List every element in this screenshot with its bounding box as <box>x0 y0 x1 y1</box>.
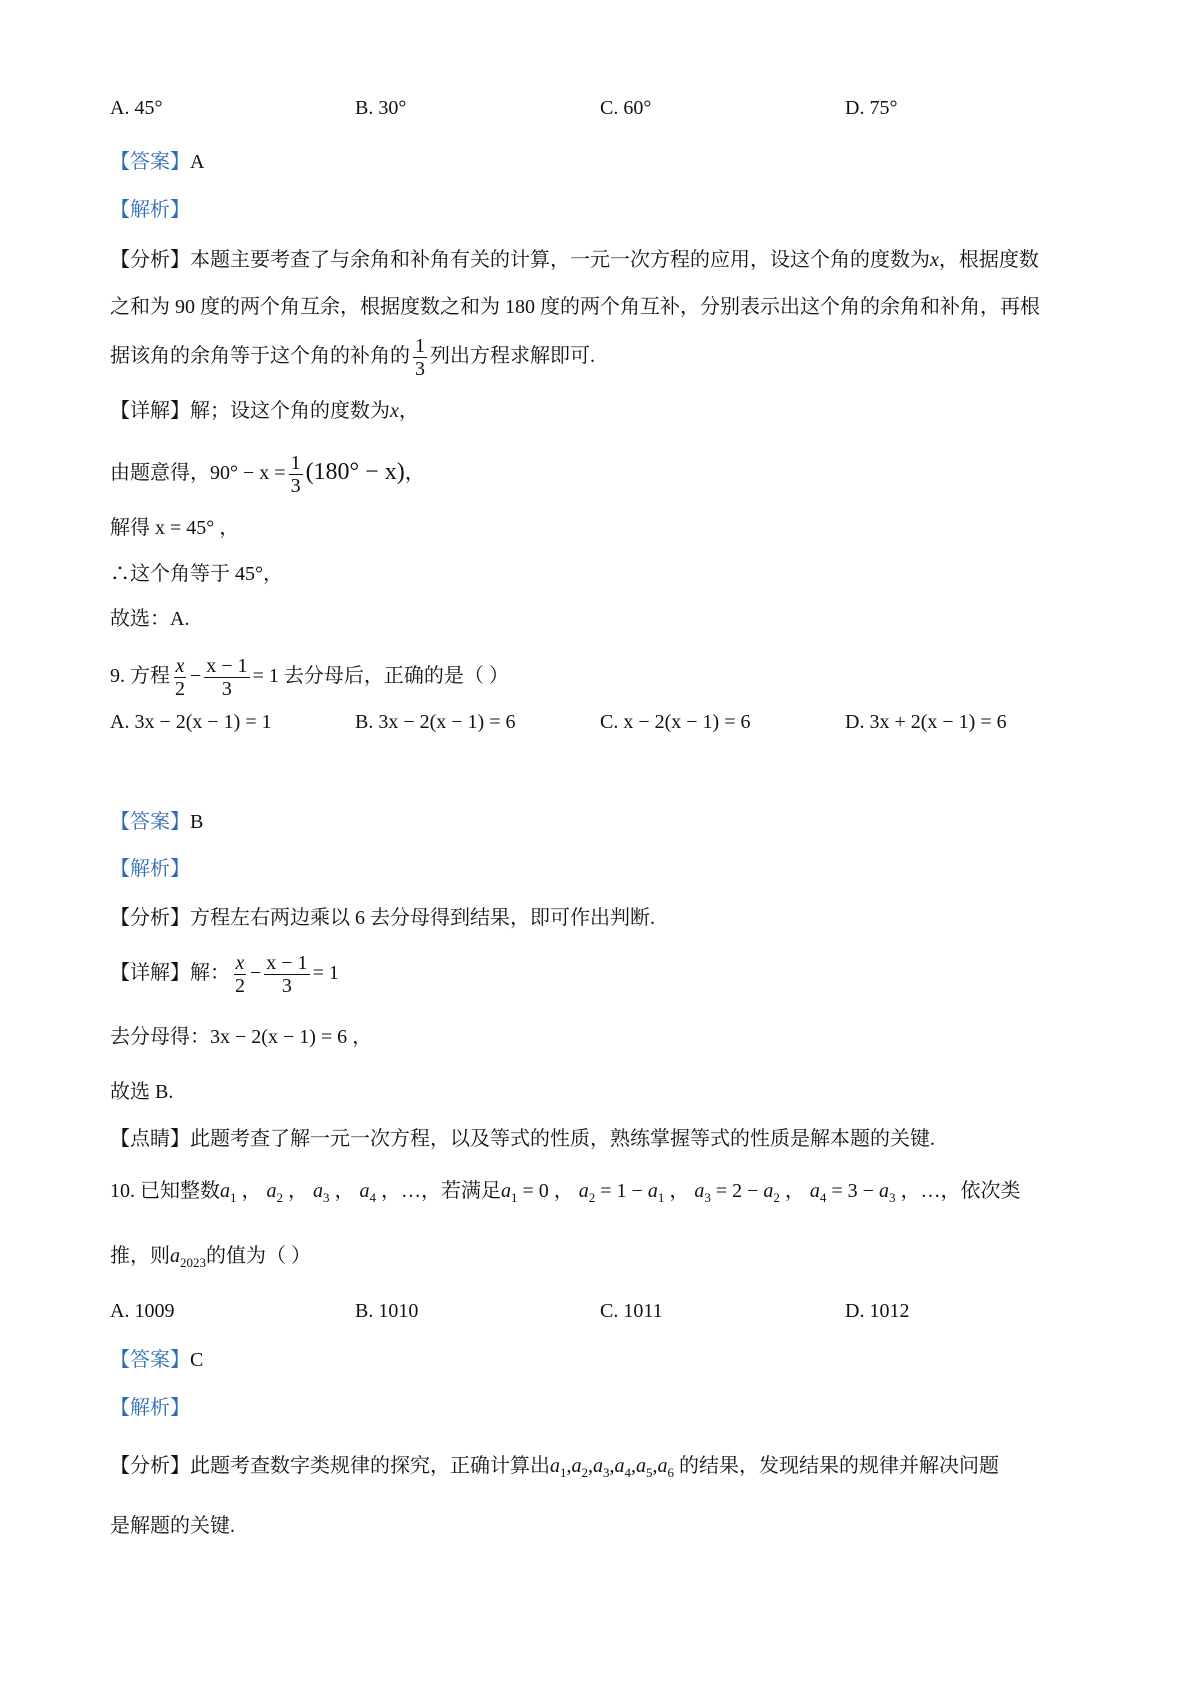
xiangjie-text: 解；设这个角的度数为 <box>190 400 390 422</box>
fraction-denominator: 3 <box>281 975 292 997</box>
xiangjie-tag: 【详解】 <box>110 400 190 422</box>
fenxi-text: 方程左右两边乘以 6 去分母得到结果，即可作出判断. <box>190 907 655 929</box>
equation-fraction <box>289 452 303 497</box>
fraction-numerator: x − 1 <box>206 655 248 677</box>
q10-option-d: D. 1012 <box>845 1300 910 1322</box>
equation-prefix: 由题意得， <box>110 462 210 485</box>
fenxi-text-end: 列出方程求解即可. <box>430 345 595 368</box>
fenxi-tag: 【分析】 <box>110 1455 190 1477</box>
q10-option-b: B. 1010 <box>355 1300 419 1322</box>
q8-option-d: D. 75° <box>845 97 898 119</box>
fraction-numerator: 1 <box>290 452 301 474</box>
q8-option-b: B. 30° <box>355 97 407 119</box>
minus-sign: − <box>250 962 262 985</box>
analysis-tag: 【解析】 <box>110 1397 190 1419</box>
q10-fenxi-line1 <box>110 1452 999 1480</box>
q9-stem <box>110 655 509 700</box>
q10-option-c: C. 1011 <box>600 1300 663 1322</box>
fenxi-text: 本题主要考查了与余角和补角有关的计算，一元一次方程的应用，设这个角的度数为 <box>190 249 930 271</box>
fraction-numerator: x − 1 <box>266 952 308 974</box>
analysis-tag: 【解析】 <box>110 858 190 880</box>
fraction-denominator: 3 <box>290 475 301 497</box>
detail-fraction-1 <box>233 952 247 997</box>
xiangjie-text: 解： <box>190 962 230 985</box>
variable: x <box>930 249 939 271</box>
dianjing-text: 此题考查了解一元一次方程，以及等式的性质，熟练掌握等式的性质是解本题的关键. <box>190 1128 935 1150</box>
q8-fenxi-line2: 之和为 90 度的两个角互余，根据度数之和为 180 度的两个角互补，分别表示出这个角的余角和补角，再根 <box>110 296 1040 318</box>
punctuation: ， <box>404 462 425 485</box>
q8-fenxi-line1 <box>110 246 1039 274</box>
recurrence-formulas: $a_1 = 0$ ， $a_2 = 1 - a_1$ ， $a_3 = 2 - a_2$ ， $a_4 = 3 - a_3$ <box>501 1180 896 1205</box>
fenxi-text-end: ，根据度数 <box>938 249 1039 271</box>
q8-answer <box>110 148 204 176</box>
q9-fenxi <box>110 904 655 932</box>
equation-right: (180° − x) <box>305 459 405 486</box>
q9-option-a: A. 3x − 2(x − 1) = 1 <box>110 711 272 733</box>
q8-solve: 解得 x = 45° ， <box>110 517 240 539</box>
q9-option-c: C. x − 2(x − 1) = 6 <box>600 711 751 733</box>
target-term: $a_{2023}$ <box>170 1245 206 1270</box>
q10-stem-line2 <box>110 1242 311 1270</box>
fraction-numerator: x <box>235 952 245 974</box>
q10-option-a: A. 1009 <box>110 1300 175 1322</box>
fraction-denominator: 2 <box>175 678 185 700</box>
analysis-tag: 【解析】 <box>110 199 190 221</box>
minus-sign: − <box>190 665 202 688</box>
fenxi-text-end: 的结果，发现结果的规律并解决问题 <box>679 1455 999 1477</box>
variable: x <box>390 400 399 422</box>
punctuation: ， <box>398 400 419 422</box>
q10-answer <box>110 1346 203 1374</box>
question-number: 9. 方程 <box>110 665 170 688</box>
equation-left: 90° − x = <box>210 462 286 485</box>
q8-analysis-heading <box>110 196 190 224</box>
fraction-denominator: 3 <box>415 358 425 380</box>
answer-value: C <box>190 1349 204 1371</box>
q10-fenxi-line2: 是解题的关键. <box>110 1515 235 1537</box>
question-text: ，…，若满足 <box>381 1180 501 1202</box>
q8-option-c: C. 60° <box>600 97 652 119</box>
answer-value: A <box>190 151 205 173</box>
fraction-numerator: 1 <box>415 335 425 357</box>
question-text-end: ，…，依次类 <box>900 1180 1021 1202</box>
q8-choose: 故选：A. <box>110 608 190 630</box>
question-text: = 1 去分母后，正确的是（ ） <box>252 665 509 688</box>
answer-value: B <box>190 811 204 833</box>
q9-choose: 故选 B. <box>110 1081 174 1103</box>
xiangjie-tag: 【详解】 <box>110 962 190 985</box>
q9-step: 去分母得：3x − 2(x − 1) = 6 ， <box>110 1026 373 1048</box>
q9-dianjing <box>110 1125 935 1153</box>
dianjing-tag: 【点睛】 <box>110 1128 190 1150</box>
fenxi-tag: 【分析】 <box>110 249 190 271</box>
equation-end: = 1 <box>312 962 339 985</box>
sequence-list: $a_1,a_2,a_3,a_4,a_5,a_6$ <box>550 1455 674 1480</box>
q9-answer <box>110 808 203 836</box>
fraction-denominator: 3 <box>221 678 232 700</box>
stem-fraction-2 <box>204 655 249 700</box>
fenxi-tag: 【分析】 <box>110 907 190 929</box>
question-text: 推，则 <box>110 1245 170 1267</box>
sequence-terms: $a_1$ ， $a_2$ ， $a_3$ ， $a_4$ <box>220 1180 376 1205</box>
question-number: 10. 已知整数 <box>110 1180 220 1202</box>
q8-option-a: A. 45° <box>110 97 163 119</box>
fenxi-text: 据该角的余角等于这个角的补角的 <box>110 345 410 368</box>
fraction-denominator: 2 <box>235 975 245 997</box>
q8-therefore: ∴这个角等于 45°， <box>110 563 283 585</box>
answer-tag: 【答案】 <box>110 151 190 173</box>
q8-fenxi-line3 <box>110 335 595 380</box>
answer-tag: 【答案】 <box>110 811 190 833</box>
q9-option-d: D. 3x + 2(x − 1) = 6 <box>845 711 1007 733</box>
q10-stem-line1 <box>110 1177 1020 1205</box>
fraction-one-third <box>413 335 427 380</box>
fenxi-text: 此题考查数字类规律的探究，正确计算出 <box>190 1455 550 1477</box>
q8-xiangjie <box>110 397 419 425</box>
q9-analysis-heading <box>110 855 190 883</box>
q9-option-b: B. 3x − 2(x − 1) = 6 <box>355 711 516 733</box>
detail-fraction-2 <box>264 952 309 997</box>
question-text-end: 的值为（ ） <box>206 1245 311 1267</box>
answer-tag: 【答案】 <box>110 1349 190 1371</box>
fraction-numerator: x <box>175 655 185 677</box>
stem-fraction-1 <box>173 655 187 700</box>
q8-equation <box>110 452 425 497</box>
q9-xiangjie <box>110 952 339 997</box>
q10-analysis-heading <box>110 1394 190 1422</box>
